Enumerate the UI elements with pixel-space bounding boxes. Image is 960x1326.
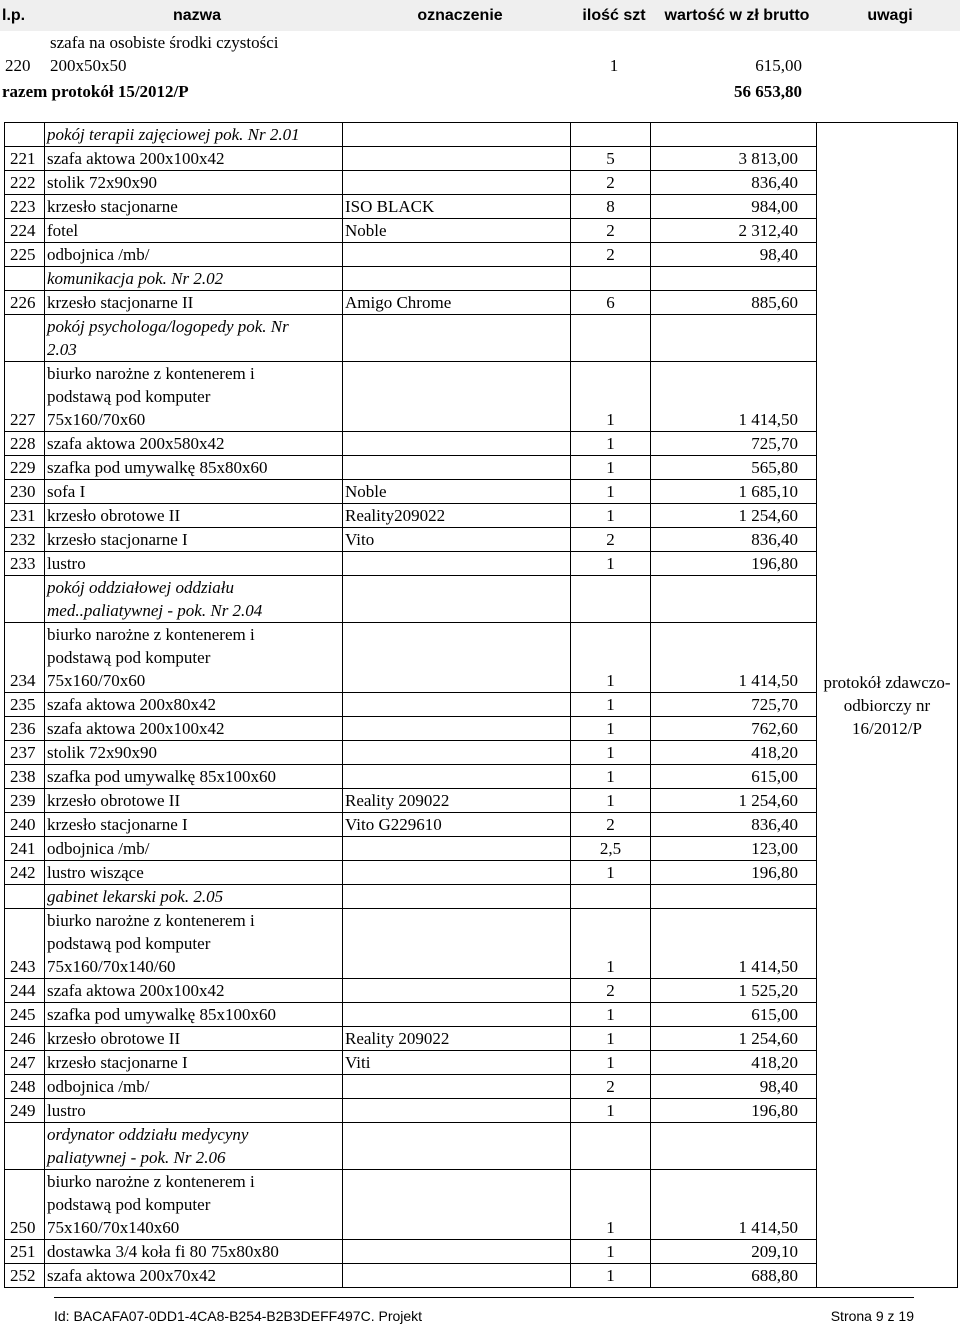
row-wartosc: 836,40 [651,813,817,837]
row-wartosc: 1 414,50 [651,909,817,979]
col-uwagi-header: uwagi [820,0,960,31]
row-wartosc: 725,70 [651,432,817,456]
table-row [5,979,958,1003]
row-ilosc: 1 [571,861,651,885]
row-nazwa: lustro [45,552,343,576]
row-oznaczenie [343,171,571,195]
row-wartosc: 615,00 [651,1003,817,1027]
row-wartosc: 3 813,00 [651,147,817,171]
row-lp: 252 [5,1264,45,1288]
row-wartosc: 565,80 [651,456,817,480]
row-oznaczenie [343,861,571,885]
row-ilosc: 5 [571,147,651,171]
row-nazwa: biurko narożne z kontenerem i podstawą pod komputer 75x160/70x60 [45,362,343,432]
row-wartosc: 209,10 [651,1240,817,1264]
row-ilosc: 2 [571,813,651,837]
header-row [0,0,960,31]
row-lp: 249 [5,1099,45,1123]
row-nazwa: sofa I [45,480,343,504]
row-oznaczenie [343,979,571,1003]
row-ilosc [571,123,651,147]
section-row [5,315,958,362]
row-wartosc [651,315,817,362]
section-title: pokój psychologa/logopedy pok. Nr 2.03 [45,315,343,362]
col-wartosc-header: wartość w zł brutto [654,0,820,31]
row-lp: 240 [5,813,45,837]
row-lp: 241 [5,837,45,861]
table-row [5,1075,958,1099]
row-oznaczenie [343,693,571,717]
row-nazwa: szafka pod umywalkę 85x100x60 [45,765,343,789]
row-lp: 242 [5,861,45,885]
row-oznaczenie [343,432,571,456]
row-lp [5,1123,45,1170]
table-row [5,623,958,693]
table-row [5,195,958,219]
table-row [5,171,958,195]
row-wartosc: 688,80 [651,1264,817,1288]
row-nazwa: krzesło stacjonarne I [45,1051,343,1075]
row-wartosc [651,267,817,291]
row-wartosc: 98,40 [651,1075,817,1099]
row-ilosc: 1 [571,765,651,789]
row-oznaczenie: Vito G229610 [343,813,571,837]
row-ilosc: 2,5 [571,837,651,861]
row-nazwa: biurko narożne z kontenerem i podstawą pod komputer 75x160/70x60 [45,623,343,693]
row-nazwa: szafka pod umywalkę 85x100x60 [45,1003,343,1027]
row-oznaczenie [343,1003,571,1027]
row-wartosc: 836,40 [651,528,817,552]
col-ilosc-header: ilość szt [574,0,654,31]
row-wartosc: 196,80 [651,552,817,576]
section-title: gabinet lekarski pok. 2.05 [45,885,343,909]
row-ilosc: 1 [571,909,651,979]
row-wartosc: 98,40 [651,243,817,267]
table-row [5,717,958,741]
row-lp [5,315,45,362]
row-lp: 234 [5,623,45,693]
row-wartosc: 123,00 [651,837,817,861]
row-ilosc: 1 [571,1170,651,1240]
row-nazwa: krzesło stacjonarne II [45,291,343,315]
row-wartosc: 1 254,60 [651,789,817,813]
row-ilosc: 1 [571,1099,651,1123]
row-oznaczenie [343,1099,571,1123]
row-lp: 236 [5,717,45,741]
row-ilosc: 2 [571,171,651,195]
total-row [0,77,960,103]
row-oznaczenie [343,885,571,909]
row-oznaczenie: Noble [343,480,571,504]
row-oznaczenie: Vito [343,528,571,552]
row-lp: 226 [5,291,45,315]
row-lp: 230 [5,480,45,504]
row-nazwa: fotel [45,219,343,243]
row-wartosc [651,1123,817,1170]
row-lp: 229 [5,456,45,480]
row-wartosc: 615,00 [651,765,817,789]
row-ilosc: 1 [571,1264,651,1288]
total-label: razem protokół 15/2012/P [2,82,189,101]
row-nazwa: szafa na osobiste środki czystości 200x50x50 [50,33,279,75]
table-row [5,219,958,243]
row-lp [5,576,45,623]
row-oznaczenie [343,552,571,576]
row-nazwa: dostawka 3/4 koła fi 80 75x80x80 [45,1240,343,1264]
table-row [5,504,958,528]
row-ilosc: 1 [609,56,619,75]
row-nazwa: lustro [45,1099,343,1123]
row-wartosc: 1 254,60 [651,504,817,528]
row-lp: 239 [5,789,45,813]
row-ilosc: 2 [571,979,651,1003]
row-ilosc: 1 [571,1051,651,1075]
row-lp: 235 [5,693,45,717]
row-nazwa: szafa aktowa 200x580x42 [45,432,343,456]
row-lp: 233 [5,552,45,576]
table-row [5,552,958,576]
row-ilosc [571,315,651,362]
table-row [5,1099,958,1123]
row-oznaczenie [343,243,571,267]
row-nazwa: biurko narożne z kontenerem i podstawą pod komputer 75x160/70x140/60 [45,909,343,979]
row-nazwa: lustro wiszące [45,861,343,885]
row-wartosc: 1 414,50 [651,1170,817,1240]
row-oznaczenie [343,315,571,362]
row-nazwa: szafa aktowa 200x80x42 [45,693,343,717]
row-nazwa: odbojnica /mb/ [45,243,343,267]
row-lp: 224 [5,219,45,243]
table-row [5,861,958,885]
section-row [5,576,958,623]
row-wartosc: 885,60 [651,291,817,315]
document-id: Id: BACAFA07-0DD1-4CA8-B254-B2B3DEFF497C. Projekt [54,1308,423,1324]
row-oznaczenie [343,717,571,741]
row-ilosc [571,1123,651,1170]
row-lp: 228 [5,432,45,456]
row-wartosc: 1 414,50 [651,623,817,693]
row-ilosc [571,885,651,909]
row-nazwa: krzesło obrotowe II [45,1027,343,1051]
row-wartosc: 725,70 [651,693,817,717]
row-lp [5,267,45,291]
row-lp [5,123,45,147]
row-oznaczenie [343,456,571,480]
row-ilosc: 1 [571,1003,651,1027]
row-ilosc: 1 [571,552,651,576]
section-title: pokój terapii zajęciowej pok. Nr 2.01 [45,123,343,147]
row-oznaczenie [343,1264,571,1288]
row-nazwa: krzesło stacjonarne I [45,813,343,837]
row-wartosc: 836,40 [651,171,817,195]
row-wartosc: 1 414,50 [651,362,817,432]
table-row [5,243,958,267]
section-row [5,123,958,147]
row-nazwa: stolik 72x90x90 [45,741,343,765]
table-row [5,909,958,979]
row-nazwa: szafa aktowa 200x100x42 [45,147,343,171]
row-oznaczenie: Reality209022 [343,504,571,528]
row-nazwa: szafa aktowa 200x100x42 [45,979,343,1003]
table-row [5,813,958,837]
table-row [5,1003,958,1027]
row-lp: 231 [5,504,45,528]
row-wartosc: 418,20 [651,741,817,765]
section-title: komunikacja pok. Nr 2.02 [45,267,343,291]
row-lp: 248 [5,1075,45,1099]
uwagi-note: protokół zdawczo-odbiorczy nr 16/2012/P [817,123,958,1288]
row-lp: 247 [5,1051,45,1075]
row-ilosc: 1 [571,693,651,717]
row-oznaczenie [343,1170,571,1240]
row-oznaczenie [343,1123,571,1170]
row-nazwa: szafa aktowa 200x100x42 [45,717,343,741]
row-oznaczenie: Reality 209022 [343,789,571,813]
row-wartosc: 196,80 [651,861,817,885]
col-lp-header: l.p. [0,0,48,31]
row-oznaczenie [343,147,571,171]
row-ilosc: 1 [571,480,651,504]
table-row [5,1170,958,1240]
row-wartosc [651,576,817,623]
table-row [5,480,958,504]
row-lp: 221 [5,147,45,171]
section-row [5,1123,958,1170]
row-oznaczenie [343,123,571,147]
row-ilosc: 1 [571,504,651,528]
row-lp: 222 [5,171,45,195]
row-nazwa: szafa aktowa 200x70x42 [45,1264,343,1288]
col-nazwa-header: nazwa [48,0,346,31]
row-oznaczenie: ISO BLACK [343,195,571,219]
row-wartosc: 1 525,20 [651,979,817,1003]
row-nazwa: odbojnica /mb/ [45,837,343,861]
table-row [5,1027,958,1051]
row-ilosc: 2 [571,243,651,267]
row-oznaczenie [343,1075,571,1099]
section-row [5,885,958,909]
row-oznaczenie: Viti [343,1051,571,1075]
row-lp: 250 [5,1170,45,1240]
row-lp: 223 [5,195,45,219]
row-oznaczenie: Noble [343,219,571,243]
row-oznaczenie [343,623,571,693]
section-title: pokój oddziałowej oddziału med..paliatywnej - pok. Nr 2.04 [45,576,343,623]
row-wartosc: 196,80 [651,1099,817,1123]
row-ilosc: 1 [571,741,651,765]
row-oznaczenie [343,362,571,432]
row-wartosc: 2 312,40 [651,219,817,243]
table-row [5,693,958,717]
row-ilosc [571,267,651,291]
row-ilosc: 1 [571,362,651,432]
row-oznaczenie [343,576,571,623]
row-lp: 238 [5,765,45,789]
row-ilosc: 1 [571,717,651,741]
row-ilosc: 1 [571,1027,651,1051]
row-lp: 232 [5,528,45,552]
table-row [5,741,958,765]
row-nazwa: krzesło stacjonarne [45,195,343,219]
row-nazwa: krzesło obrotowe II [45,789,343,813]
row-oznaczenie [343,267,571,291]
row-lp: 251 [5,1240,45,1264]
row-oznaczenie: Reality 209022 [343,1027,571,1051]
row-lp: 245 [5,1003,45,1027]
total-value: 56 653,80 [734,82,802,101]
table-row [5,765,958,789]
table-row [5,789,958,813]
row-ilosc: 1 [571,1240,651,1264]
section-row [5,267,958,291]
row-wartosc: 615,00 [755,56,802,75]
row-ilosc: 2 [571,1075,651,1099]
row-nazwa: krzesło obrotowe II [45,504,343,528]
col-oznaczenie-header: oznaczenie [346,0,574,31]
row-lp: 227 [5,362,45,432]
row-oznaczenie [343,909,571,979]
row-oznaczenie [343,1240,571,1264]
table-row [5,291,958,315]
row-oznaczenie [343,837,571,861]
row-nazwa: krzesło stacjonarne I [45,528,343,552]
row-wartosc [651,885,817,909]
row-nazwa: stolik 72x90x90 [45,171,343,195]
row-wartosc: 1 685,10 [651,480,817,504]
row-ilosc: 1 [571,456,651,480]
table-row [5,528,958,552]
row-ilosc: 8 [571,195,651,219]
row-ilosc: 2 [571,528,651,552]
row-wartosc: 418,20 [651,1051,817,1075]
row-wartosc: 1 254,60 [651,1027,817,1051]
row-ilosc: 1 [571,623,651,693]
row-ilosc: 6 [571,291,651,315]
row-ilosc: 2 [571,219,651,243]
row-nazwa: odbojnica /mb/ [45,1075,343,1099]
table-row [5,432,958,456]
row-ilosc: 1 [571,432,651,456]
row-lp [5,885,45,909]
row-wartosc: 984,00 [651,195,817,219]
row-nazwa: biurko narożne z kontenerem i podstawą pod komputer 75x160/70x140x60 [45,1170,343,1240]
row-oznaczenie: Amigo Chrome [343,291,571,315]
page-footer [54,1297,914,1324]
row-wartosc: 762,60 [651,717,817,741]
row-lp: 237 [5,741,45,765]
row-ilosc: 1 [571,789,651,813]
row-lp: 225 [5,243,45,267]
row-lp: 243 [5,909,45,979]
row-lp: 244 [5,979,45,1003]
row-oznaczenie [343,765,571,789]
table-row [5,456,958,480]
header-table [0,0,960,103]
page-number: Strona 9 z 19 [830,1308,914,1324]
row-ilosc [571,576,651,623]
items-table [4,122,958,1288]
row-wartosc [651,123,817,147]
row-oznaczenie [343,741,571,765]
row-lp: 246 [5,1027,45,1051]
row-lp: 220 [5,56,31,75]
table-row [5,1051,958,1075]
table-row [5,362,958,432]
row-nazwa: szafka pod umywalkę 85x80x60 [45,456,343,480]
table-row [0,31,960,77]
table-row [5,1264,958,1288]
table-row [5,1240,958,1264]
table-row [5,147,958,171]
section-title: ordynator oddziału medycyny paliatywnej - pok. Nr 2.06 [45,1123,343,1170]
table-row [5,837,958,861]
